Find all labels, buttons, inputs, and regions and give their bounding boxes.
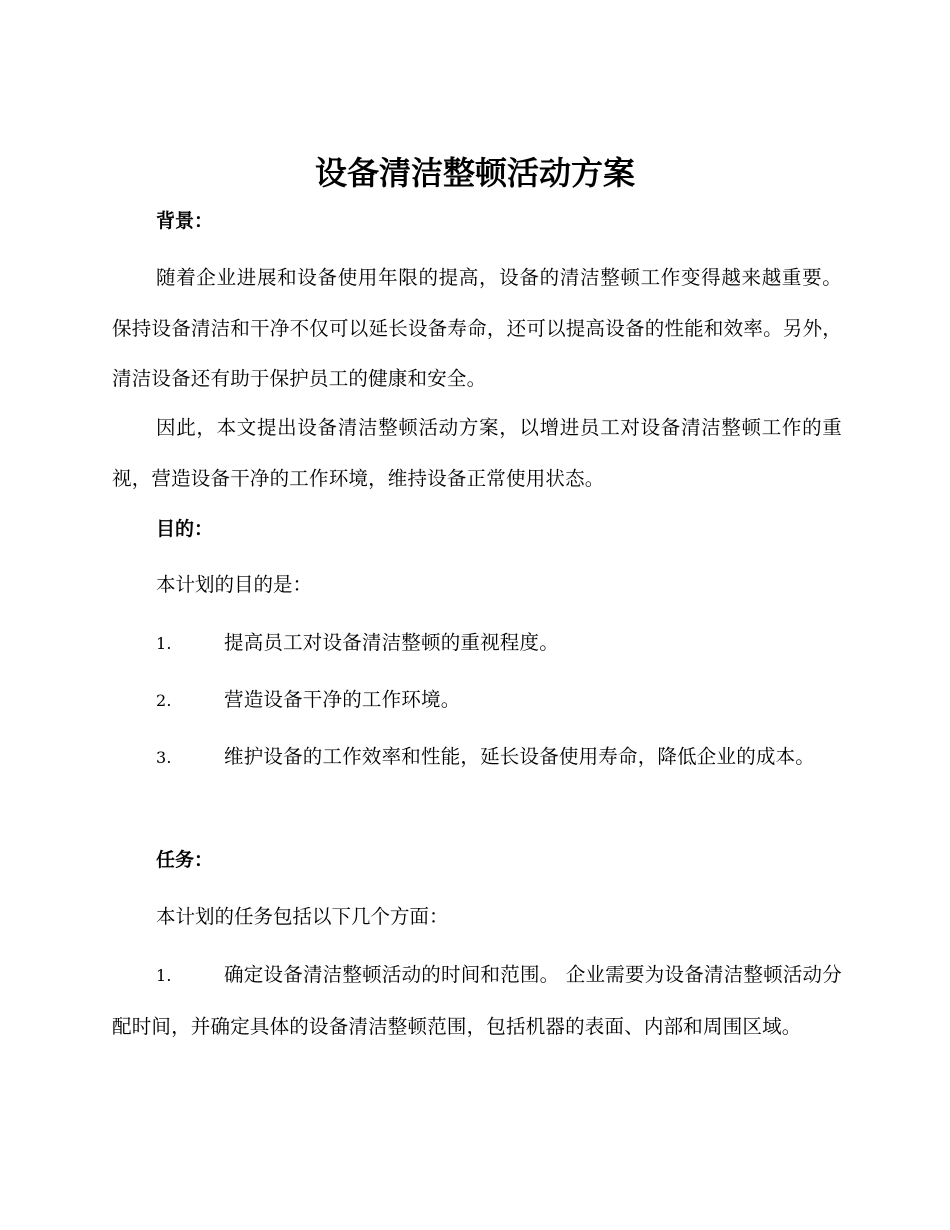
purpose-heading: 目的：	[156, 518, 214, 540]
purpose-intro: 本计划的目的是：	[156, 573, 313, 596]
list-number: 1.	[156, 966, 172, 985]
tasks-intro: 本计划的任务包括以下几个方面：	[156, 905, 449, 928]
document-title: 设备清洁整顿活动方案	[314, 154, 635, 192]
list-number: 2.	[156, 691, 172, 710]
background-paragraph-1: 随着企业进展和设备使用年限的提高，设备的清洁整顿工作变得越来越重要。保持设备清洁和干净不仅可以延长设备寿命，还可以提高设备的性能和效率。另外，清洁设备还有助于保护员工的健康和安全。	[112, 266, 842, 390]
tasks-item-1	[112, 950, 842, 1052]
background-heading: 背景：	[156, 210, 214, 232]
list-number: 3.	[156, 748, 172, 767]
purpose-item-1	[112, 618, 842, 670]
tasks-heading: 任务：	[156, 849, 214, 871]
list-item-text: 提高员工对设备清洁整顿的重视程度。	[224, 631, 559, 654]
list-item-text: 维护设备的工作效率和性能，延长设备使用寿命，降低企业的成本。	[224, 745, 816, 768]
background-paragraph-2: 因此，本文提出设备清洁整顿活动方案，以增进员工对设备清洁整顿工作的重视，营造设备干净的工作环境，维持设备正常使用状态。	[112, 416, 842, 490]
list-item-text: 营造设备干净的工作环境。	[224, 688, 461, 711]
list-number: 1.	[156, 634, 172, 653]
list-item-text: 确定设备清洁整顿活动的时间和范围。 企业需要为设备清洁整顿活动分配时间，并确定具体的设备清洁整顿范围，包括机器的表面、内部和周围区域。	[112, 963, 842, 1038]
purpose-item-3	[112, 732, 842, 784]
purpose-item-2	[112, 675, 842, 727]
